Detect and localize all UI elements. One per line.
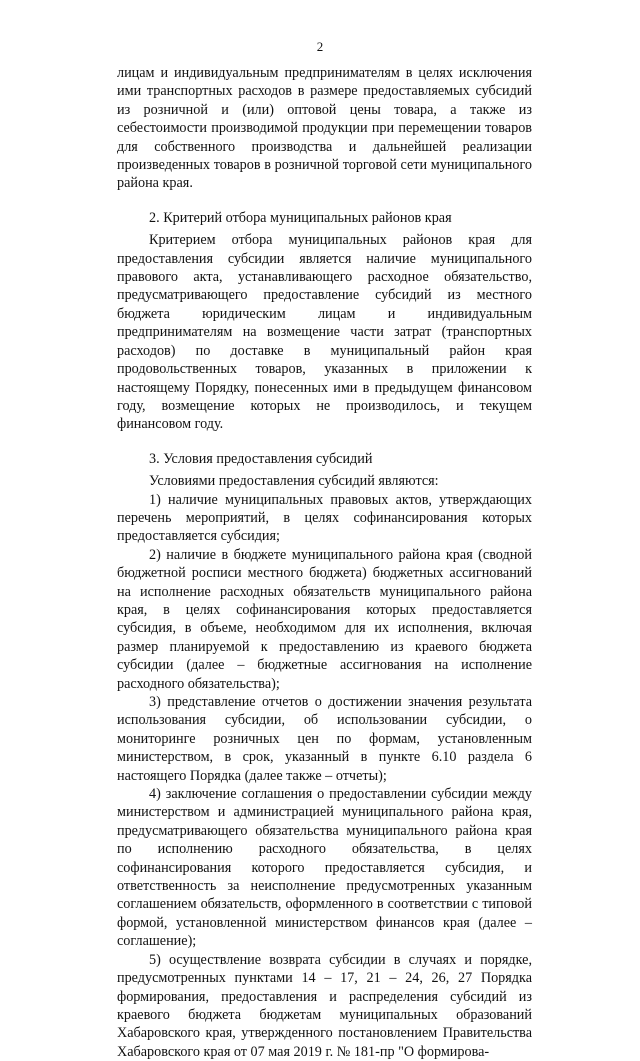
section-3-heading: 3. Условия предоставления субсидий xyxy=(149,450,373,467)
condition-item-5: 5) осуществление возврата субсидии в случаях и порядке, предусмотренных пунктами 14 – 17, 21 – 24, 26, 27 Порядка формирования, предоставления и распределения субсидий из краевого бюджета бюджетам муниципальных образований Хабаровского края, утвержденного постановлением Правительства Хабаровского края от 07 мая 2019 г. № 181-пр "О формирова- xyxy=(117,951,532,1060)
document-body xyxy=(117,64,532,1061)
section-3-lead: Условиями предоставления субсидий являются: xyxy=(149,473,439,490)
page-number: 2 xyxy=(316,39,324,54)
section-2-text: Критерием отбора муниципальных районов края для предоставления субсидии является наличие муниципального правового акта, устанавливающего расходное обязательство, предусматривающего предоставление субсидий из местного бюджета юридическим лицам и индивидуальным предпринимателям на возмещение части затрат (транспортных расходов) по доставке в муниципальный район края продовольственных товаров, указанных в приложении к настоящему Порядку, понесенных ими в предыдущем финансовом году, возмещение которых не производилось, и текущем финансовом году. xyxy=(117,232,532,433)
condition-item-3: 3) представление отчетов о достижении значения результата использования субсидии, об использовании субсидии, о мониторинге розничных цен по формам, установленным министерством, в срок, указанный в пункте 6.10 раздела 6 настоящего Порядка (далее также – отчеты); xyxy=(117,694,532,784)
condition-item-1: 1) наличие муниципальных правовых актов, утверждающих перечень мероприятий, в целях софинансирования которых предоставляется субсидия; xyxy=(117,491,532,545)
condition-item-4: 4) заключение соглашения о предоставлении субсидии между министерством и администрацией муниципального района края, предусматривающего обязательства муниципального района края по исполнению расходного обязательства, в целях софинансирования которого предоставляется субсидия, и ответственность за неисполнение предусмотренных указанным соглашением обязательств, оформленного в соответствии с типовой формой, установленной министерством финансов края (далее – соглашение); xyxy=(117,786,532,950)
section-2-heading: 2. Критерий отбора муниципальных районов края xyxy=(149,209,452,226)
condition-item-2: 2) наличие в бюджете муниципального района края (сводной бюджетной росписи местного бюджета) бюджетных ассигнований на исполнение расходных обязательств муниципального района края, в целях софинансирования которых предоставляется субсидия, в объеме, необходимом для их исполнения, включая размер планируемой к предоставлению из краевого бюджета субсидии (далее – бюджетные ассигнования на исполнение расходного обязательства); xyxy=(117,546,532,692)
intro-paragraph: лицам и индивидуальным предпринимателям в целях исключения ими транспортных расходов в размере предоставляемых субсидий из розничной и (или) оптовой цены товара, а также из себестоимости производимой продукции при перемещении товаров для собственного производства и дальнейшей реализации произведенных товаров в розничной торговой сети муниципального района края. xyxy=(117,65,532,192)
